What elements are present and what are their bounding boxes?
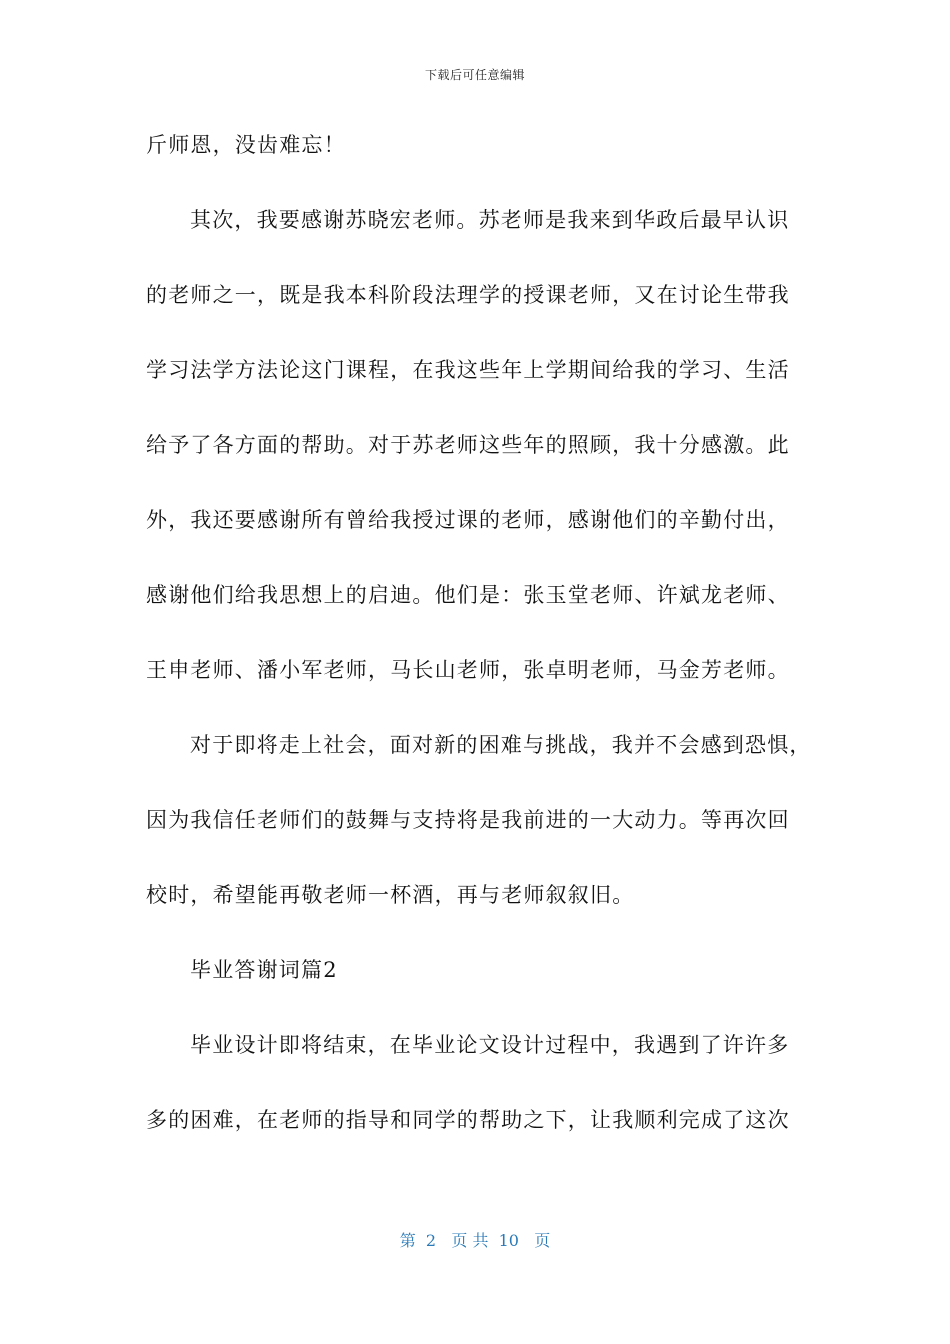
text-line: 王申老师、潘小军老师，马长山老师，张卓明老师，马金芳老师。 (146, 658, 790, 682)
blank-line (146, 615, 806, 653)
text-line: 多的困难，在老师的指导和同学的帮助之下，让我顺利完成了这次 (146, 1108, 790, 1132)
blank-line (146, 540, 806, 578)
blank-line (146, 840, 806, 878)
blank-line (146, 240, 806, 278)
text-line: 对于即将走上社会，面对新的困难与挑战，我并不会感到恐惧， (190, 733, 812, 757)
blank-line (146, 915, 806, 953)
text-line: 毕业设计即将结束，在毕业论文设计过程中，我遇到了许许多 (190, 1033, 790, 1057)
text-line: 学习法学方法论这门课程，在我这些年上学期间给我的学习、生活 (146, 358, 790, 382)
section-heading: 毕业答谢词篇2 (190, 958, 338, 982)
text-line: 外，我还要感谢所有曾给我授过课的老师，感谢他们的辛勤付出， (146, 508, 790, 532)
text-line: 其次，我要感谢苏晓宏老师。苏老师是我来到华政后最早认识 (190, 208, 790, 232)
blank-line (146, 990, 806, 1028)
text-line: 给予了各方面的帮助。对于苏老师这些年的照顾，我十分感激。此 (146, 433, 790, 457)
blank-line (146, 165, 806, 203)
blank-line (146, 390, 806, 428)
page-header: 下载后可任意编辑 (424, 68, 525, 82)
blank-line (146, 465, 806, 503)
text-line: 因为我信任老师们的鼓舞与支持将是我前进的一大动力。等再次回 (146, 808, 790, 832)
blank-line (146, 1065, 806, 1103)
text-line: 斤师恩，没齿难忘！ (146, 133, 346, 157)
blank-line (146, 690, 806, 728)
blank-line (146, 315, 806, 353)
text-line: 感谢他们给我思想上的启迪。他们是：张玉堂老师、许斌龙老师、 (146, 583, 790, 607)
text-line: 的老师之一，既是我本科阶段法理学的授课老师，又在讨论生带我 (146, 283, 790, 307)
page-footer: 第 2 页 共 10 页 (399, 1231, 551, 1250)
document-body (146, 127, 812, 1140)
blank-line (146, 765, 806, 803)
text-line: 校时，希望能再敬老师一杯酒，再与老师叙叙旧。 (146, 883, 635, 907)
